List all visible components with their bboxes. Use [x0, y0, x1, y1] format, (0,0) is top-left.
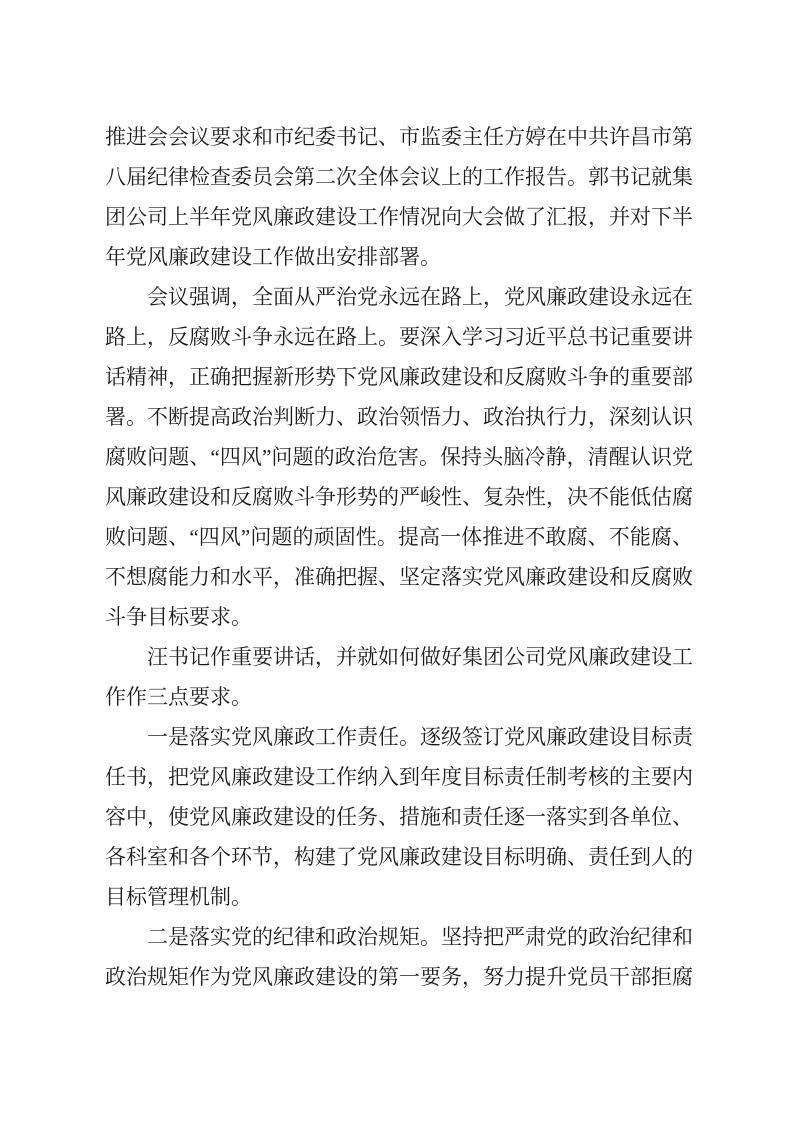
paragraph-secretary-speech: 汪书记作重要讲话，并就如何做好集团公司党风廉政建设工作作三点要求。 [105, 645, 693, 709]
paragraph-point-two: 二是落实党的纪律和政治规矩。坚持把严肃党的政治纪律和政治规矩作为党风廉政建设的第一要务，努力提升党员干部拒腐 [105, 925, 693, 989]
paragraph-report-summary: 推进会会议要求和市纪委书记、市监委主任方婷在中共许昌市第八届纪律检查委员会第二次全体会议上的工作报告。郭书记就集团公司上半年党风廉政建设工作情况向大会做了汇报，并对下半年党风廉政建设工作做出安排部署。 [105, 125, 693, 269]
paragraph-meeting-emphasis: 会议强调，全面从严治党永远在路上，党风廉政建设永远在路上，反腐败斗争永远在路上。要深入学习习近平总书记重要讲话精神，正确把握新形势下党风廉政建设和反腐败斗争的重要部署。不断提高政治判断力、政治领悟力、政治执行力，深刻认识腐败问题、“四风”问题的政治危害。保持头脑冷静，清醒认识党风廉政建设和反腐败斗争形势的严峻性、复杂性，决不能低估腐败问题、“四风”问题的顽固性。提高一体推进不敢腐、不能腐、不想腐能力和水平，准确把握、坚定落实党风廉政建设和反腐败斗争目标要求。 [105, 285, 693, 629]
paragraph-point-one: 一是落实党风廉政工作责任。逐级签订党风廉政建设目标责任书，把党风廉政建设工作纳入到年度目标责任制考核的主要内容中，使党风廉政建设的任务、措施和责任逐一落实到各单位、各科室和各个环节，构建了党风廉政建设目标明确、责任到人的目标管理机制。 [105, 725, 693, 909]
